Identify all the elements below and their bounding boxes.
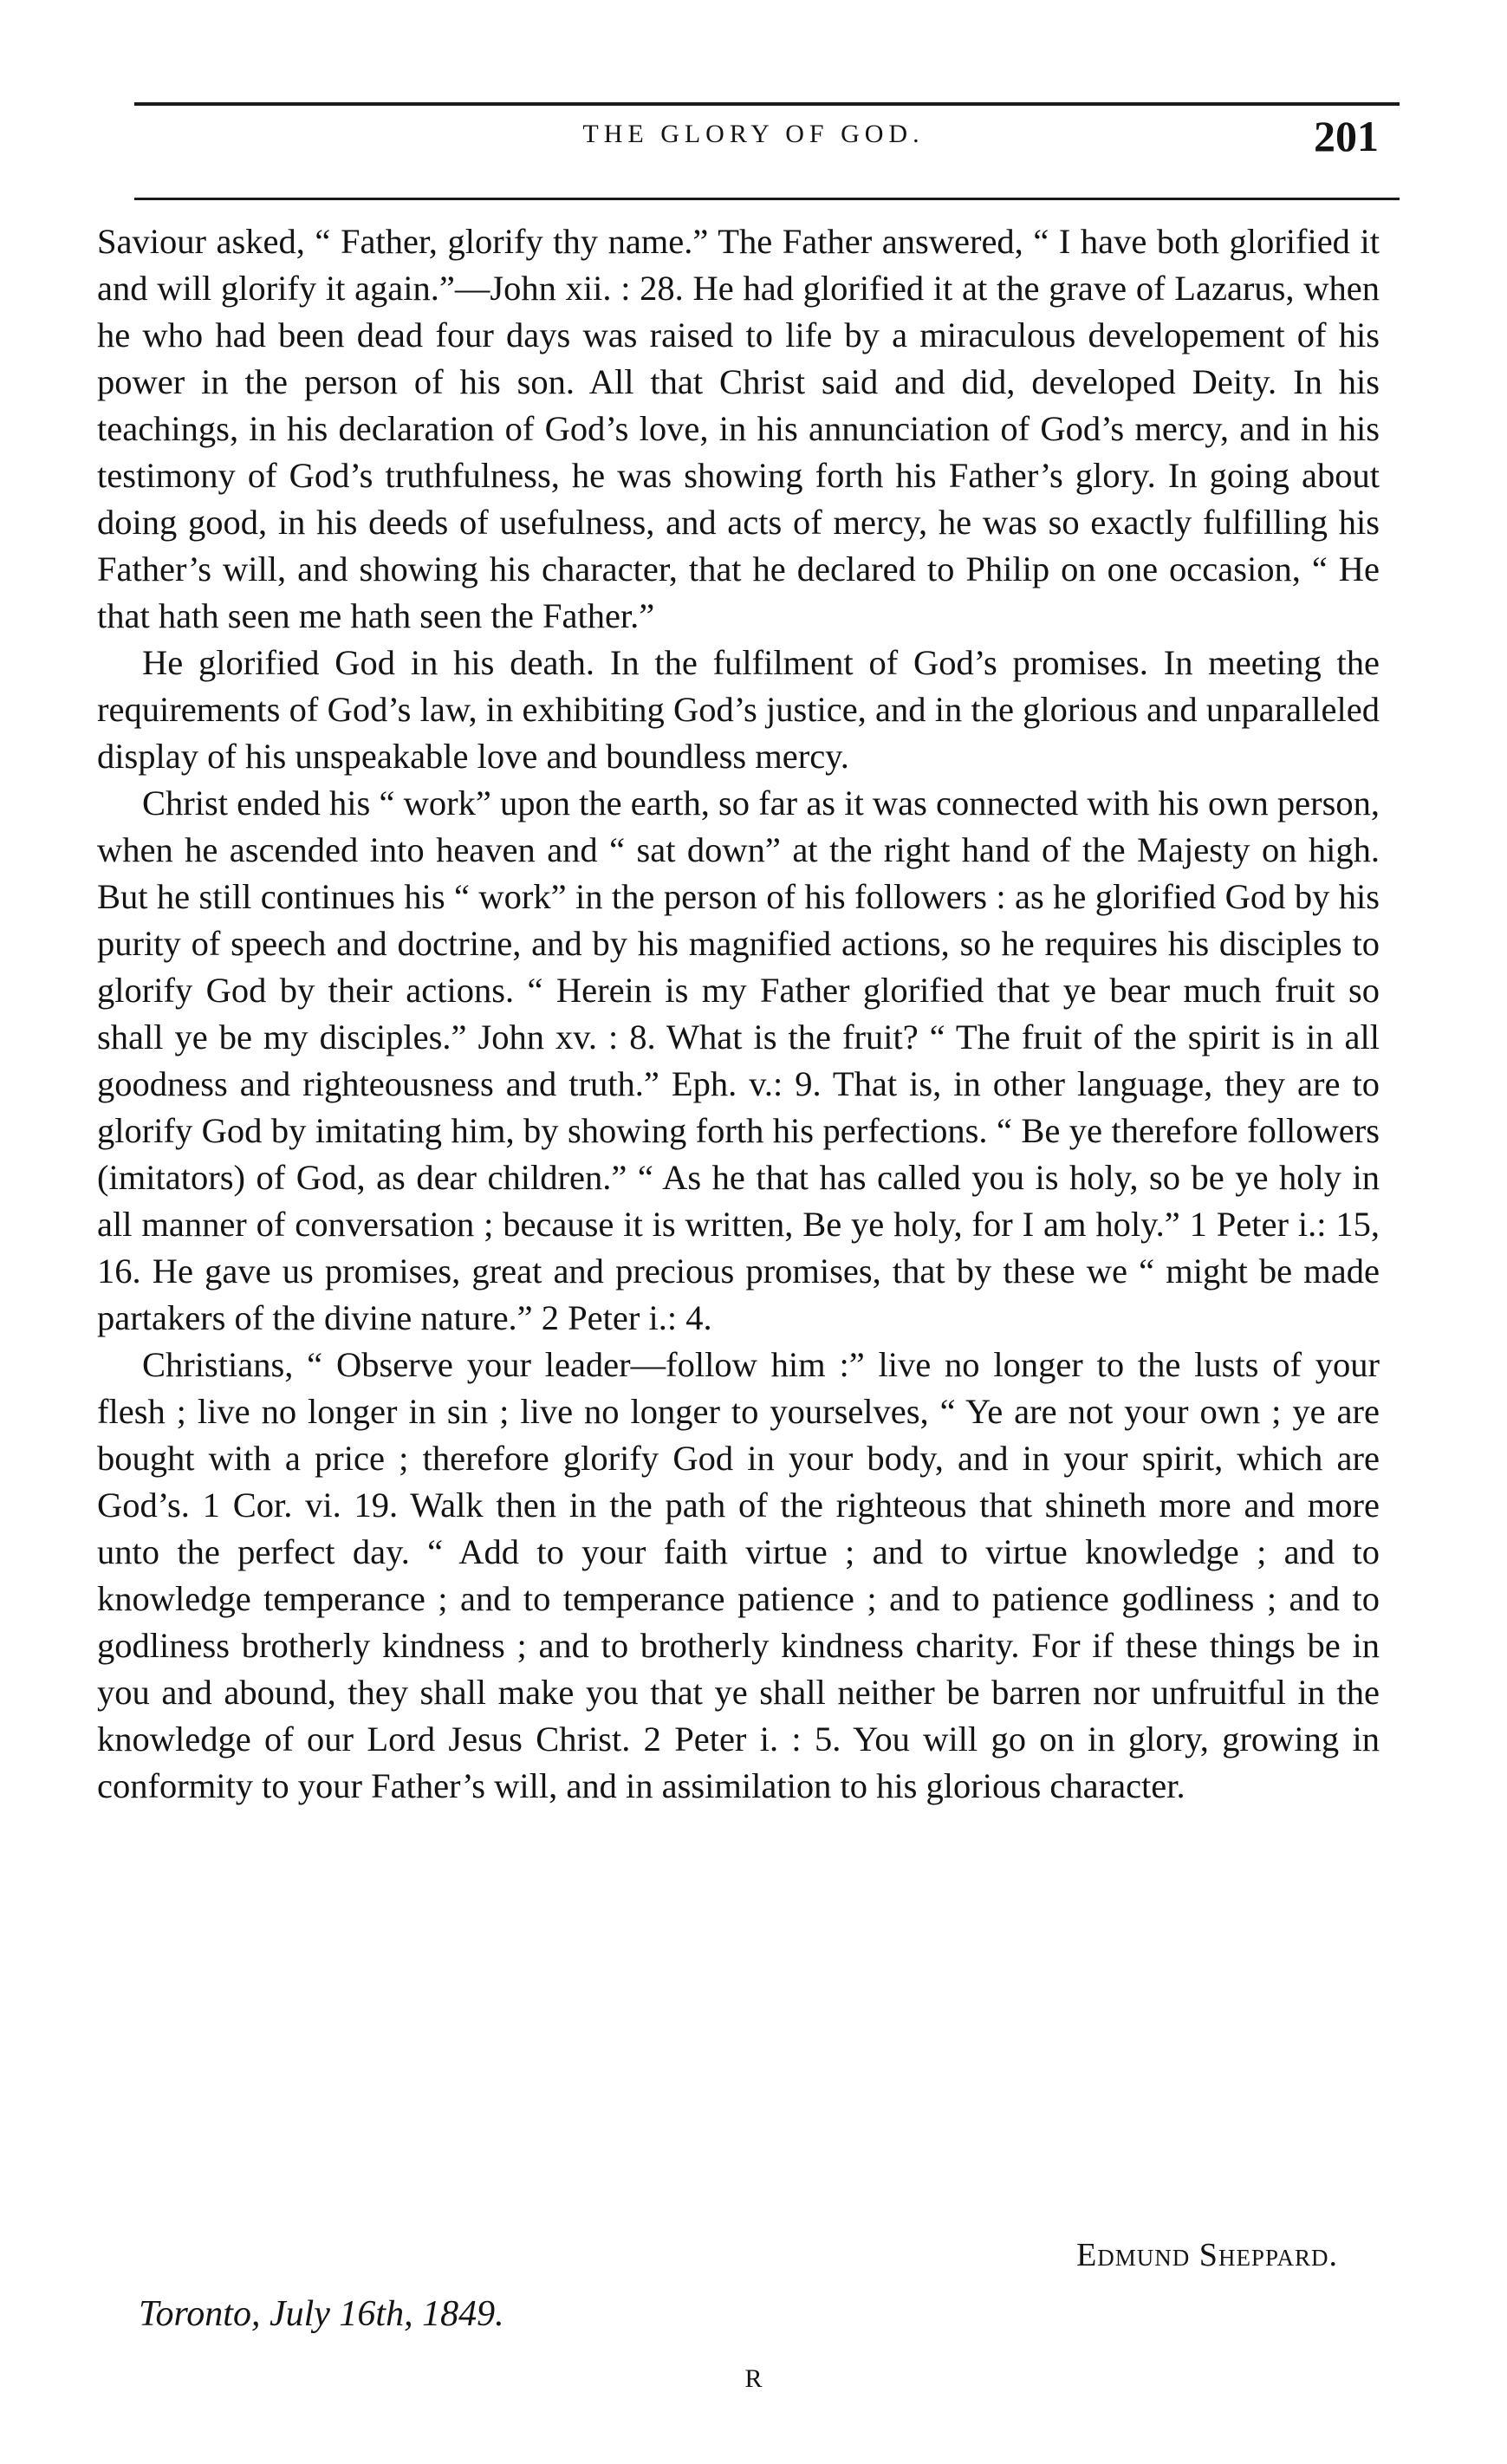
paragraph-2: He glorified God in his death. In the fulfilment of God’s promises. In meeting the requirements of God’s law, in exhibiting God’s justice, and in the glorious and unparalleled display of his unspeakable love and boundless mercy. [97,643,1380,776]
author-signature: Edmund Sheppard. [1076,2237,1338,2273]
printer-signature-mark: R [744,2364,763,2393]
paragraph-4: Christians, “ Observe your leader—follow him :” live no longer to the lusts of your flesh ; live no longer in sin ; live no longer to yourselves, “ Ye are not your own ; ye are bought with a price ; therefore glorify God in your body, and in your spirit, which are God’s. 1 Cor. vi. 19. Walk then in the path of the righteous that shineth more and more unto the perfect day. “ Add to your faith virtue ; and to virtue knowledge ; and to knowledge temperance ; and to temperance patience ; and to patience godliness ; and to godliness brotherly kindness ; and to brotherly kindness charity. For if these things be in you and abound, they shall make you that ye shall neither be barren nor unfruitful in the knowledge of our Lord Jesus Christ. 2 Peter i. : 5. You will go on in glory, growing in conformity to your Father’s will, and in assimilation to his glorious character. [97,1345,1380,1805]
paragraph-1: Saviour asked, “ Father, glorify thy name.” The Father answered, “ I have both glorified it and will glorify it again.”—John xii. : 28. He had glorified it at the grave of Lazarus, when he who had been dead four days was raised to life by a miraculous developement of his power in the person of his son. All that Christ said and did, developed Deity. In his teachings, in his declaration of God’s love, in his annunciation of God’s mercy, and in his testimony of God’s truthfulness, he was showing forth his Father’s glory. In going about doing good, in his deeds of usefulness, and acts of mercy, he was so exactly fulfilling his Father’s will, and showing his character, that he declared to Philip on one occasion, “ He that hath seen me hath seen the Father.” [97,222,1380,635]
article-body [97,218,1380,1810]
dateline: Toronto, July 16th, 1849. [139,2294,504,2334]
paragraph-3: Christ ended his “ work” upon the earth, so far as it was connected with his own person, when he ascended into heaven and “ sat down” at the right hand of the Majesty on high. But he still continues his “ work” in the person of his followers : as he glorified God by his purity of speech and doctrine, and by his magnified actions, so he requires his disciples to glorify God by their actions. “ Herein is my Father glorified that ye bear much fruit so shall ye be my disciples.” John xv. : 8. What is the fruit? “ The fruit of the spirit is in all goodness and righteousness and truth.” Eph. v.: 9. That is, in other language, they are to glorify God by imitating him, by showing forth his perfections. “ Be ye therefore followers (imitators) of God, as dear children.” “ As he that has called you is holy, so be ye holy in all manner of conversation ; because it is written, Be ye holy, for I am holy.” 1 Peter i.: 15, 16. He gave us promises, great and precious promises, that by these we “ might be made partakers of the divine nature.” 2 Peter i.: 4. [97,783,1380,1337]
running-title: THE GLORY OF GOD. [582,120,925,148]
header-bottom-rule [134,198,1400,200]
page-number: 201 [1314,112,1379,160]
header-top-rule [134,102,1400,106]
